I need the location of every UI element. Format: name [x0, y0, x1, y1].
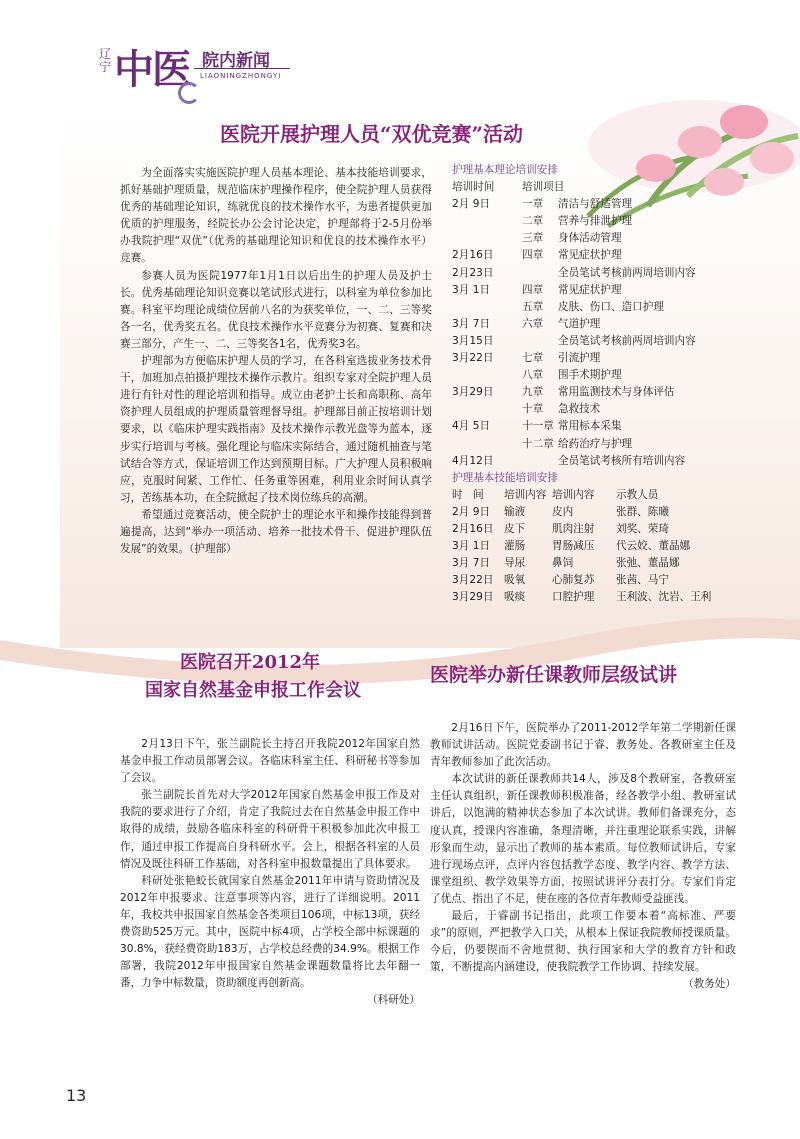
- theory-schedule-row: [452, 333, 732, 350]
- theory-schedule-row: [452, 418, 732, 435]
- article2-paragraph: 科研处张艳蛟长就国家自然基金2011年申请与资助情况及2012年申报要求、注意事项等内容，进行了详细说明。2011年，我校共申报国家自然基金各类项目106项，中标13项，获经费资助525万元。其中，医院中标4项，占学校全部中标课题的30.8%，获经费资助183万，占学校总经费的34.9%。根据工作部署，我院2012年申报国家自然基金课题数量将比去年翻一番，力争中标数量，资助额度再创新高。: [120, 874, 420, 990]
- schedule-cell-topic: 营养与排泄护理: [558, 215, 633, 228]
- schedule-cell-date: [452, 401, 522, 418]
- schedule-cell-staff: 张群、陈曦: [616, 505, 669, 518]
- theory-schedule-row: [452, 367, 732, 384]
- schedule-cell-b: 鼻饲: [552, 557, 574, 570]
- schedule-cell-date: 4月12日: [452, 454, 494, 467]
- schedule-cell-date: 3月 1日: [452, 540, 491, 553]
- schedule-cell-chapter: [522, 453, 558, 470]
- schedule-cell-a: 吸痰: [504, 591, 526, 604]
- skill-schedule-row: [452, 521, 732, 538]
- schedule-cell-chapter: 五章: [522, 300, 544, 313]
- article3-paragraph: 2月16日下午，医院举办了2011-2012学年第二学期新任课教师试讲活动。医院党委副书记于睿、教务处、各教研室主任及青年教师参加了此次活动。: [430, 722, 736, 769]
- theory-schedule-row: [452, 453, 732, 470]
- article2-paragraph: 张兰副院长首先对大学2012年国家自然基金申报工作及对我院的要求进行了介绍，肯定了我院过去在自然基金申报工作中取得的成绩，鼓励各临床科室的科研骨干积极参加此次申报工作，通过申报工作提高自身科研水平。会上，根据各科室的人员情况及既往科研工作基础，对各科室申报数量提出了具体要求。: [120, 789, 420, 870]
- theory-schedule-row: [452, 282, 732, 299]
- theory-schedule-row: [452, 196, 732, 213]
- schedule-cell-chapter: 十一章: [522, 420, 554, 433]
- column-header: 培训内容: [504, 488, 547, 501]
- article3-paragraph: 最后，于睿副书记指出，此项工作要本着“高标准、严要求”的原则，严把教学入口关，从根本上保证我院教师授课质量。今后，仍要锲而不舍地贯彻、执行国家和大学的教育方针和政策，不断提高内涵建设，使我院教学工作协调、持续发展。: [430, 910, 736, 974]
- skill-schedule-row: [452, 572, 732, 589]
- article1-title: 医院开展护理人员“双优竞赛”活动: [220, 122, 524, 146]
- theory-schedule-row: [452, 213, 732, 230]
- article2-body: [120, 736, 420, 1010]
- schedule-cell-chapter: 六章: [522, 317, 544, 330]
- theory-schedule-row: [452, 247, 732, 264]
- page-number: 13: [66, 1086, 87, 1105]
- schedule-cell-b: 口腔护理: [552, 591, 595, 604]
- schedule-cell-date: 3月15日: [452, 334, 494, 347]
- schedule-cell-date: 3月22日: [452, 352, 494, 365]
- schedule-cell-b: 心肺复苏: [552, 574, 595, 587]
- schedule-cell-topic: 围手术期护理: [558, 369, 622, 382]
- schedule-cell-date: 2月 9日: [452, 198, 491, 211]
- skill-schedule-row: [452, 538, 732, 555]
- theory-schedule-row: [452, 436, 732, 453]
- article1-paragraph: 护理部为方便临床护理人员的学习，在各科室选拔业务技术骨干，加班加点拍摄护理技术操作示教片。组织专家对全院护理人员进行有针对性的理论培训和指导。成立由老护士长和高职称、高年资护理人员组成的护理质量管理督导组。护理部目前正按培训计划要求，以《临床护理实践指南》及技术操作示教光盘等为蓝本，逐步实行培训与考核。强化理论与临床实际结合，通过随机抽查与笔试结合等方式，保证培训工作达到预期目标。广大护理人员积极响应，克服时间紧、工作忙、任务重等困难，利用业余时间认真学习，苦练基本功，在全院掀起了技术岗位练兵的高潮。: [120, 355, 432, 504]
- article3-paragraph: 本次试讲的新任课教师共14人，涉及8个教研室，各教研室主任认真组织，新任课教师积极准备，经各教学小组、教研室试讲后，以饱满的精神状态参加了本次试讲。教师们备课充分，态度认真，授课内容准确，条理清晰，并注重理论联系实践，讲解形象而生动，显示出了教师的基本素质。每位教师试讲后，专家进行现场点评，点评内容包括教学态度、教学内容、教学方法、课堂组织、教学效果等方面，按照试讲评分表打分。专家们肯定了优点、指出了不足，使在座的各位青年教师受益匪浅。: [430, 773, 736, 905]
- schedule-cell-topic: 引流护理: [558, 352, 601, 365]
- schedule-cell-a: 皮下: [504, 522, 526, 535]
- schedule-cell-date: 2月23日: [452, 266, 494, 279]
- column-header: 培训时间: [452, 181, 495, 194]
- schedule-cell-date: 3月29日: [452, 591, 494, 604]
- schedule-cell-topic: 常见症状护理: [558, 249, 622, 262]
- schedule-cell-topic: 全员笔试考核所有培训内容: [558, 454, 686, 467]
- article2-signature: （科研处）: [367, 994, 420, 1007]
- schedule-cell-topic: 常见症状护理: [558, 283, 622, 296]
- yin-yang-icon: [178, 82, 200, 104]
- schedule-cell-chapter: 九章: [522, 386, 544, 399]
- skill-schedule-row: [452, 504, 732, 521]
- theory-schedule-row: [452, 299, 732, 316]
- schedule-cell-chapter: 八章: [522, 369, 544, 382]
- schedule-cell-date: [452, 436, 522, 453]
- article2-paragraph: 2月13日下午，张兰副院长主持召开我院2012年国家自然基金申报工作动员部署会议。各临床科室主任、科研秘书等参加了会议。: [120, 738, 420, 785]
- schedule-cell-b: 皮内: [552, 505, 574, 518]
- masthead-name: 中医: [114, 46, 190, 93]
- theory-schedule-rows: [452, 196, 732, 470]
- schedule-cell-a: 输液: [504, 505, 526, 518]
- schedule-cell-date: 2月16日: [452, 249, 494, 262]
- skill-schedule-heading: 护理基本技能培训安排: [452, 471, 558, 484]
- masthead: [98, 28, 298, 108]
- schedule-cell-staff: 代云姣、董晶娜: [616, 540, 691, 553]
- theory-schedule-row: [452, 350, 732, 367]
- schedule-cell-topic: 皮肤、伤口、造口护理: [558, 300, 664, 313]
- schedule-cell-chapter: 七章: [522, 352, 544, 365]
- section-title: 院内新闻: [202, 51, 270, 71]
- schedule-cell-topic: 清洁与舒适管理: [558, 198, 633, 211]
- schedule-cell-b: 肌肉注射: [552, 522, 595, 535]
- schedule-cell-chapter: [522, 333, 558, 350]
- schedule-cell-a: 灌肠: [504, 540, 526, 553]
- schedule-cell-date: 3月22日: [452, 574, 494, 587]
- masthead-region: 辽宁: [98, 47, 111, 74]
- theory-schedule-row: [452, 401, 732, 418]
- schedule-cell-staff: 刘奖、荣琦: [616, 522, 669, 535]
- schedule-cell-chapter: 二章: [522, 215, 544, 228]
- schedule-cell-topic: 常用标本采集: [558, 420, 622, 433]
- schedule-cell-chapter: 一章: [522, 198, 544, 211]
- theory-schedule-header-row: [452, 179, 732, 196]
- article2-title-line1: 医院召开2012年: [179, 652, 321, 673]
- schedule-cell-staff: 王利波、沈岩、王利: [616, 591, 712, 604]
- article1-paragraph: 希望通过竞赛活动，使全院护士的理论水平和操作技能得到普遍提高，达到“举办一项活动、培养一批技术骨干、促进护理队伍发展”的效果。（护理部）: [120, 508, 432, 556]
- schedule-cell-topic: 常用监测技术与身体评估: [558, 386, 675, 399]
- column-header: 培训项目: [522, 181, 565, 194]
- column-header: 示教人员: [616, 488, 659, 501]
- article3-signature: （教务处）: [683, 978, 736, 991]
- theory-schedule-row: [452, 316, 732, 333]
- skill-schedule-row: [452, 555, 732, 572]
- schedule-cell-date: 3月29日: [452, 386, 494, 399]
- schedule-cell-chapter: 三章: [522, 232, 544, 245]
- schedule-cell-a: 吸氧: [504, 574, 526, 587]
- skill-schedule-row: [452, 589, 732, 606]
- schedule-cell-date: [452, 230, 522, 247]
- skill-schedule-header-row: [452, 487, 732, 504]
- schedule-cell-topic: 全员笔试考核前两周培训内容: [558, 266, 696, 279]
- column-header: 培训内容: [552, 488, 595, 501]
- schedule-cell-date: 2月16日: [452, 522, 494, 535]
- article1-paragraph: 参赛人员为医院1977年1月1日以后出生的护理人员及护士长。优秀基础理论知识竞赛以笔试形式进行，以科室为单位参加比赛。科室平均理论成绩位居前八名的为获奖单位，一、二、三等奖各一名，优秀奖五名。优良技术操作水平竞赛分为初赛、复赛和决赛三部分，产生一、二、三等奖各1名，优秀奖3名。: [120, 269, 432, 350]
- schedule-cell-a: 导尿: [504, 557, 526, 570]
- schedule-cell-chapter: 十章: [522, 403, 544, 416]
- schedule-cell-staff: 张茜、马宁: [616, 574, 669, 587]
- schedule-cell-b: 胃肠减压: [552, 540, 595, 553]
- skill-schedule-rows: [452, 504, 732, 607]
- schedule-cell-date: 3月 7日: [452, 317, 491, 330]
- theory-schedule-heading: 护理基本理论培训安排: [452, 164, 558, 176]
- schedule-cell-topic: 全员笔试考核前两周培训内容: [558, 334, 696, 347]
- schedule-cell-date: 3月 1日: [452, 283, 491, 296]
- schedule-cell-chapter: 四章: [522, 283, 544, 296]
- column-header: 时 间: [452, 488, 484, 501]
- schedule-cell-chapter: 十二章: [522, 437, 554, 450]
- article1-paragraph: 为全面落实实施医院护理人员基本理论、基本技能培训要求，抓好基础护理质量，规范临床护理操作程序，使全院护理人员获得优秀的基础理论知识，练就优良的技术操作水平，为患者提供更加优质的护理服务，经院长办公会讨论决定，护理部将于2-5月份举办我院护理“双优”（优秀的基础理论知识和优良的技术操作水平）竞赛。: [120, 167, 432, 265]
- schedule-cell-date: [452, 367, 522, 384]
- article2-title-line2: 国家自然基金申报工作会议: [145, 680, 361, 701]
- schedule-cell-topic: 身体活动管理: [558, 232, 622, 245]
- schedule-cell-chapter: 四章: [522, 249, 544, 262]
- masthead-pinyin: LIAONINGZHONGYI: [200, 72, 282, 80]
- schedule-cell-date: [452, 213, 522, 230]
- schedule-cell-chapter: [522, 265, 558, 282]
- schedule-cell-date: [452, 299, 522, 316]
- training-schedule: [452, 162, 732, 606]
- article1-body: [120, 165, 432, 558]
- theory-schedule-row: [452, 230, 732, 247]
- schedule-cell-date: 4月 5日: [452, 420, 491, 433]
- theory-schedule-row: [452, 265, 732, 282]
- schedule-cell-date: 2月 9日: [452, 505, 491, 518]
- schedule-cell-staff: 张弛、董晶娜: [616, 557, 680, 570]
- schedule-cell-topic: 急救技术: [558, 403, 601, 416]
- schedule-cell-date: 3月 7日: [452, 557, 491, 570]
- article3-body: [430, 720, 736, 994]
- schedule-cell-topic: 给药治疗与护理: [558, 437, 633, 450]
- schedule-cell-topic: 气道护理: [558, 317, 601, 330]
- article3-title: 医院举办新任课教师层级试讲: [430, 664, 678, 686]
- theory-schedule-row: [452, 384, 732, 401]
